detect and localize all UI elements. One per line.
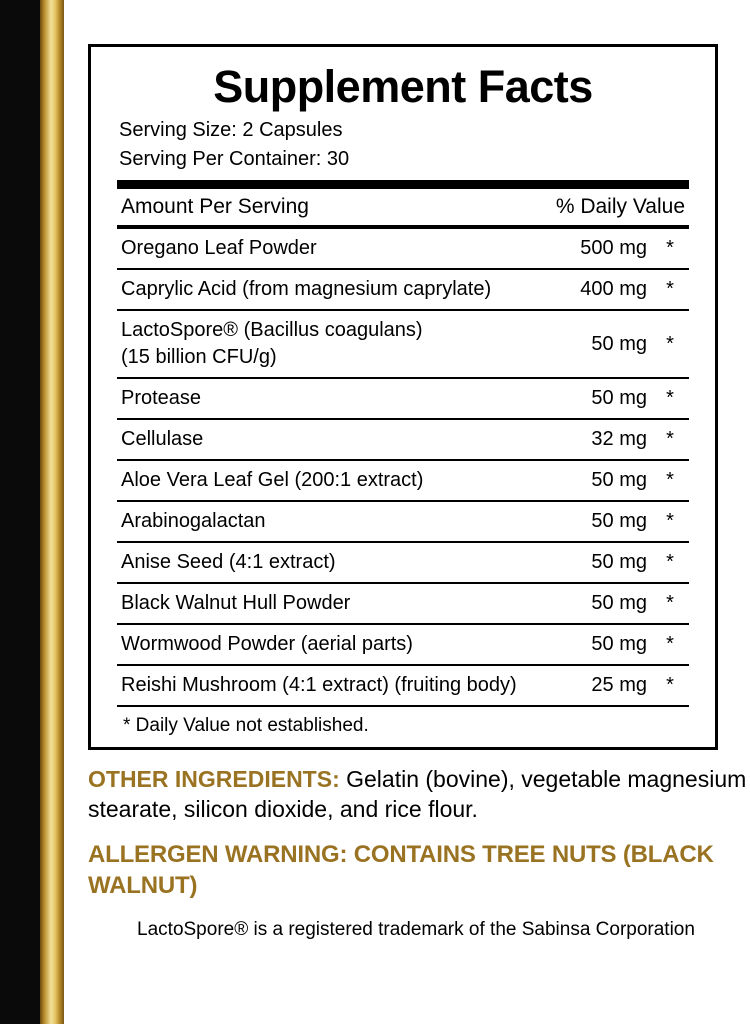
ingredient-amount: 400 mg (553, 269, 649, 310)
ingredient-amount: 32 mg (553, 419, 649, 460)
ingredient-name: Caprylic Acid (from magnesium caprylate) (117, 269, 553, 310)
table-row (117, 378, 689, 419)
ingredient-daily-value: * (649, 542, 689, 583)
other-ingredients (88, 764, 748, 825)
decorative-left-bars (0, 0, 78, 1024)
ingredient-daily-value: * (649, 624, 689, 665)
serving-info (91, 116, 715, 174)
allergen-warning: ALLERGEN WARNING: CONTAINS TREE NUTS (BLACK WALNUT) (88, 840, 714, 899)
ingredient-name: Anise Seed (4:1 extract) (117, 542, 553, 583)
table-row (117, 501, 689, 542)
ingredient-daily-value: * (649, 583, 689, 624)
table-row (117, 310, 689, 378)
ingredient-amount: 50 mg (553, 378, 649, 419)
other-ingredients-label: OTHER INGREDIENTS: (88, 766, 340, 792)
gold-stripe (40, 0, 64, 1024)
ingredient-name: Oregano Leaf Powder (117, 229, 553, 269)
ingredient-daily-value: * (649, 501, 689, 542)
ingredient-daily-value: * (649, 310, 689, 378)
ingredient-daily-value: * (649, 460, 689, 501)
table-row (117, 460, 689, 501)
ingredient-daily-value: * (649, 419, 689, 460)
trademark-note: LactoSpore® is a registered trademark of the Sabinsa Corporation (137, 919, 695, 941)
ingredient-daily-value: * (649, 269, 689, 310)
ingredient-name: Aloe Vera Leaf Gel (200:1 extract) (117, 460, 553, 501)
ingredient-name: Arabinogalactan (117, 501, 553, 542)
ingredient-daily-value: * (649, 378, 689, 419)
ingredient-name: Protease (117, 378, 553, 419)
ingredient-amount: 500 mg (553, 229, 649, 269)
table-row (117, 542, 689, 583)
rule-thick-top (117, 180, 689, 189)
table-row (117, 665, 689, 706)
table-row (117, 583, 689, 624)
ingredients-table (117, 229, 689, 707)
white-stripe (64, 0, 78, 1024)
below-panel-text (88, 764, 748, 941)
ingredient-amount: 50 mg (553, 583, 649, 624)
table-row (117, 419, 689, 460)
ingredient-amount: 50 mg (553, 460, 649, 501)
serving-size: Serving Size: 2 Capsules (119, 119, 343, 142)
daily-value-header: % Daily Value (555, 195, 685, 219)
ingredient-daily-value: * (649, 229, 689, 269)
ingredient-name: Wormwood Powder (aerial parts) (117, 624, 553, 665)
ingredient-amount: 50 mg (553, 624, 649, 665)
ingredient-amount: 50 mg (553, 542, 649, 583)
label-content (78, 0, 750, 1024)
ingredient-name: Reishi Mushroom (4:1 extract) (fruiting body) (117, 665, 553, 706)
panel-title: Supplement Facts (213, 61, 593, 112)
amount-per-serving-header: Amount Per Serving (121, 195, 309, 219)
ingredient-name: Black Walnut Hull Powder (117, 583, 553, 624)
table-row (117, 624, 689, 665)
black-stripe (0, 0, 40, 1024)
ingredient-amount: 50 mg (553, 501, 649, 542)
table-row (117, 229, 689, 269)
other-ingredients-text: Gelatin (bovine), vegetable magnesium stearate, silicon dioxide, and rice flour. (88, 766, 747, 823)
ingredient-name: LactoSpore® (Bacillus coagulans) (15 billion CFU/g) (117, 310, 553, 378)
table-row (117, 269, 689, 310)
ingredient-amount: 50 mg (553, 310, 649, 378)
serving-per-container: Serving Per Container: 30 (119, 148, 350, 171)
column-headers (91, 189, 715, 225)
daily-value-footnote: * Daily Value not established. (123, 715, 369, 737)
ingredient-daily-value: * (649, 665, 689, 706)
ingredient-name: Cellulase (117, 419, 553, 460)
ingredient-amount: 25 mg (553, 665, 649, 706)
supplement-facts-panel (88, 44, 718, 750)
